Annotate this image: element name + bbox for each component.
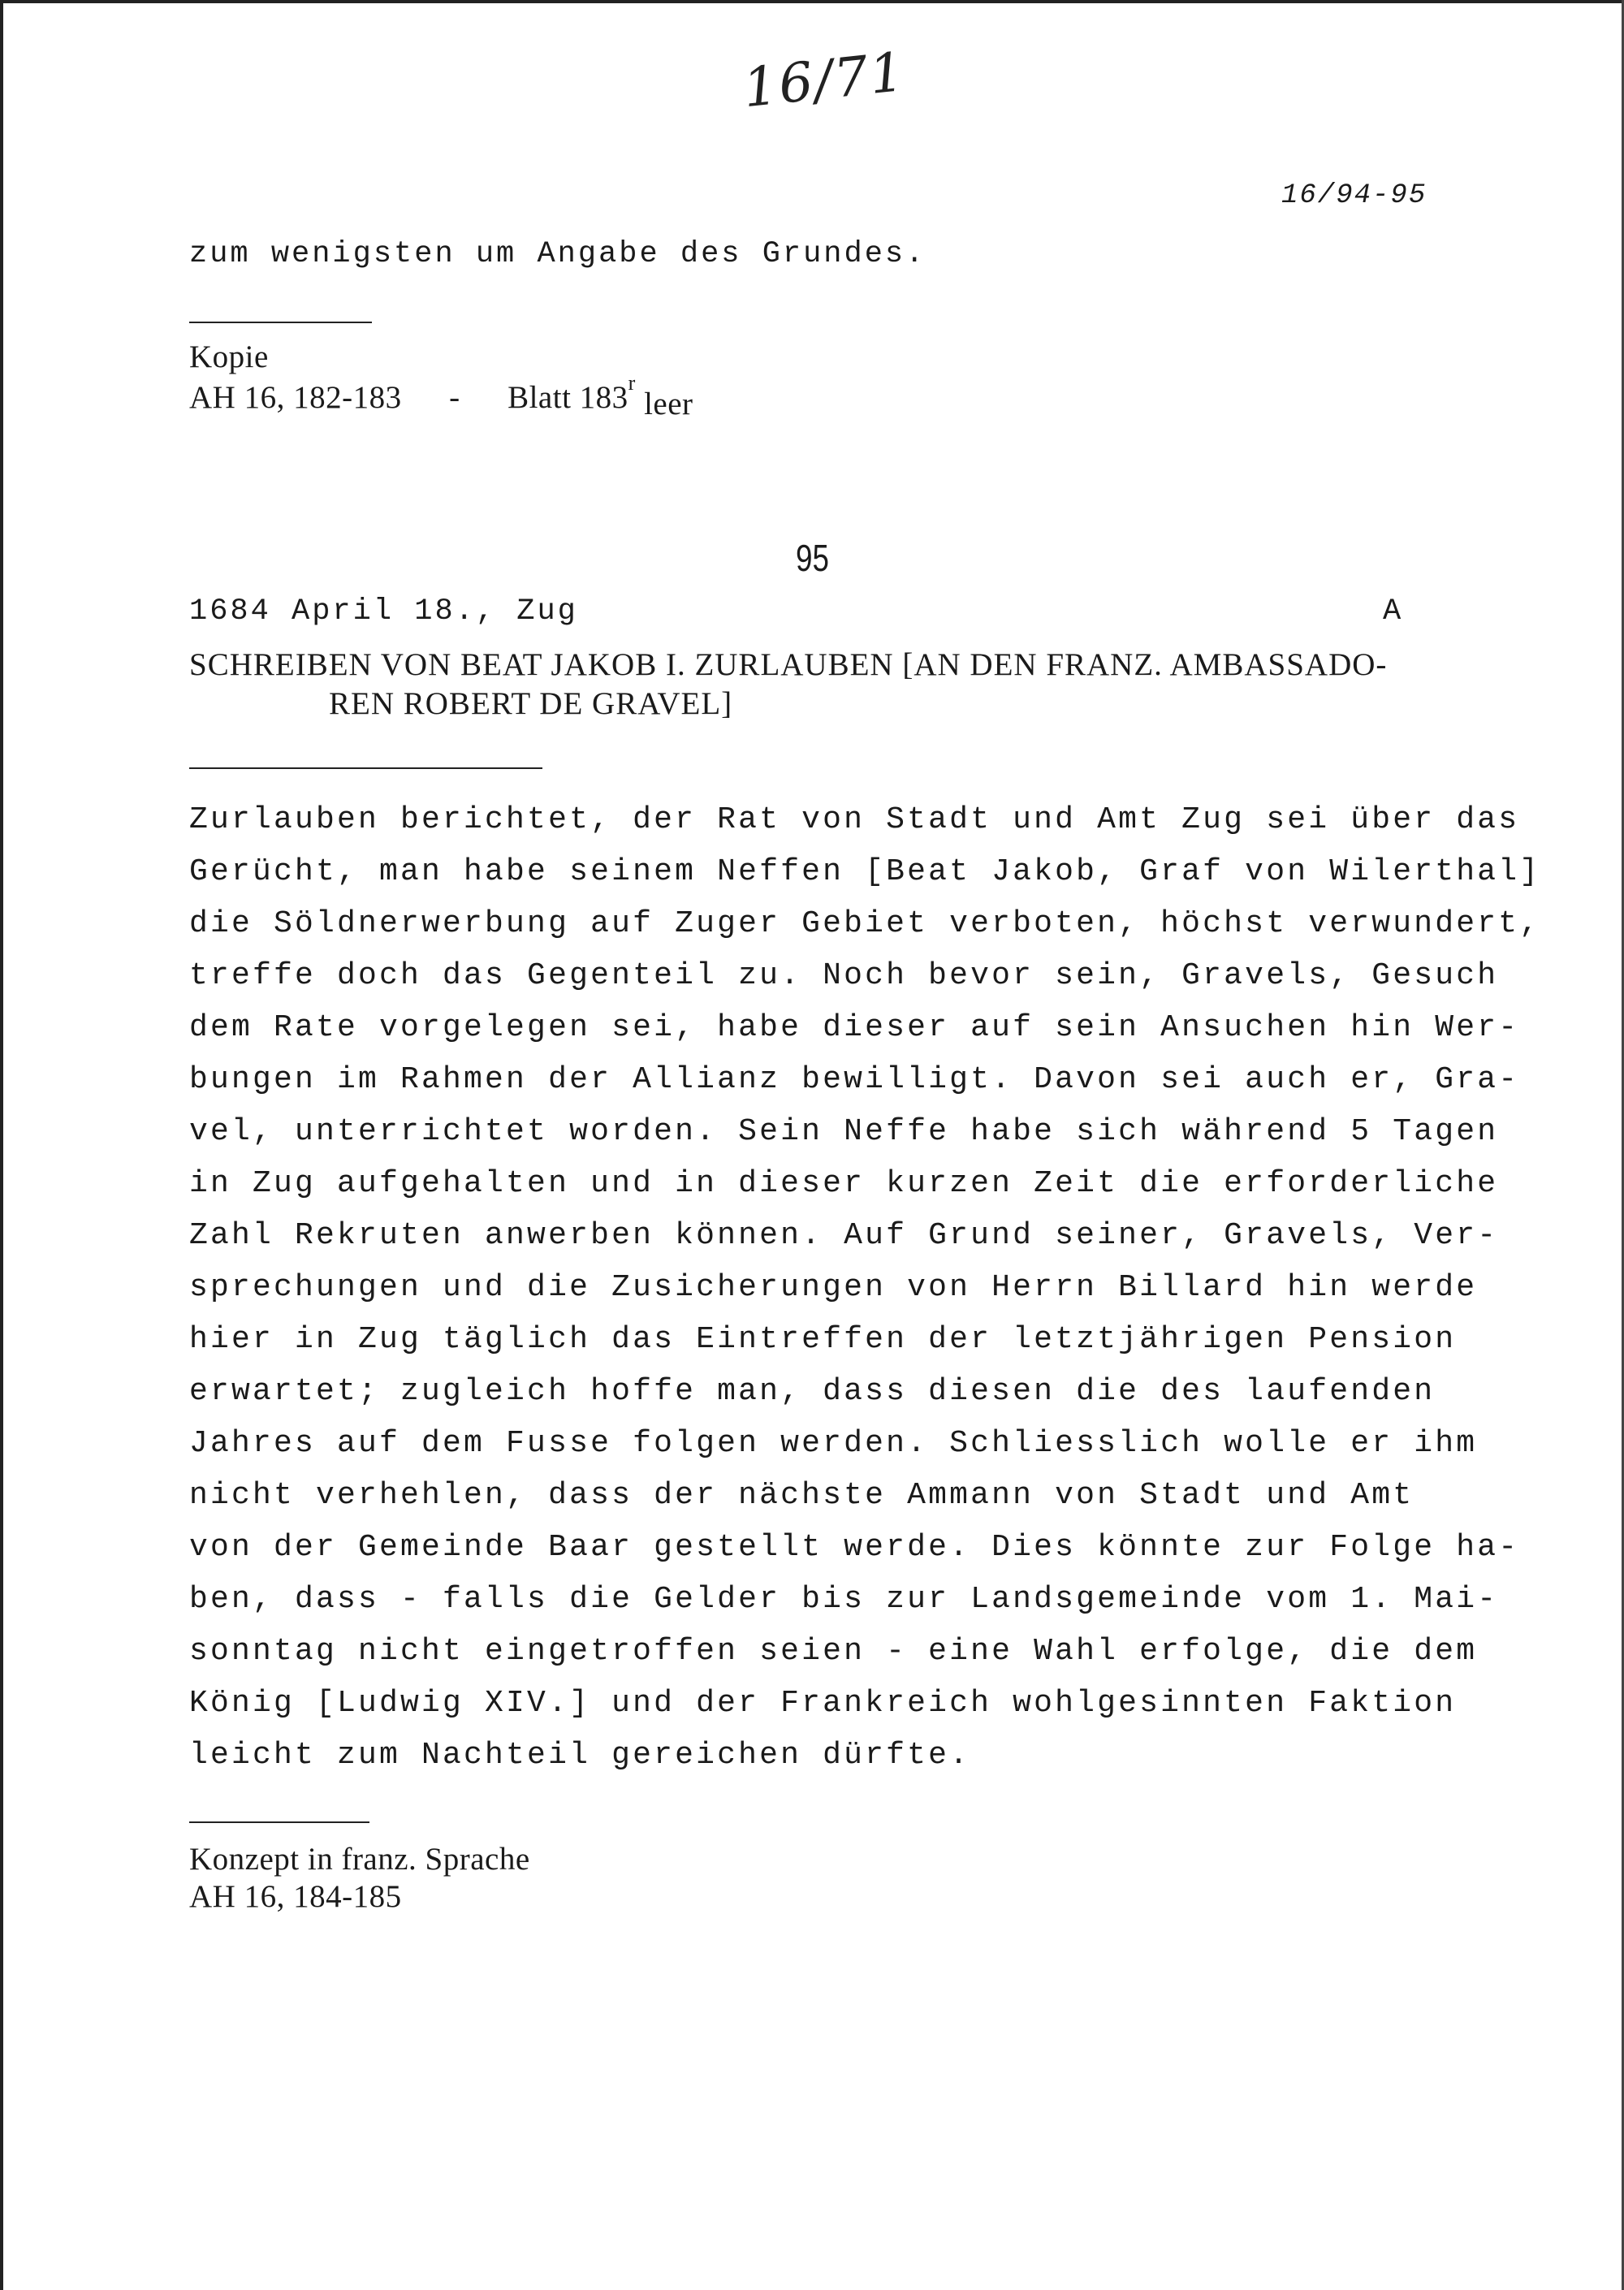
summary-line: von der Gemeinde Baar gestellt werde. Dies könnte zur Folge ha- [189,1530,1520,1565]
summary-line: in Zug aufgehalten und in dieser kurzen Zeit die erforderliche [189,1166,1499,1201]
separator-rule-3 [189,1821,369,1823]
summary-line: ben, dass - falls die Gelder bis zur Landsgemeinde vom 1. Mai- [189,1582,1499,1617]
summary-line: leicht zum Nachteil gereichen dürfte. [189,1738,971,1773]
scan-border-top [0,0,1624,3]
summary-line: hier in Zug täglich das Eintreffen der letztjährigen Pension [189,1322,1457,1357]
document-title-line-2: REN ROBERT DE GRAVEL] [329,686,733,721]
summary-line: Jahres auf dem Fusse folgen werden. Schliesslich wolle er ihm [189,1426,1478,1461]
previous-source-line [189,371,693,421]
document-source-type: Konzept in franz. Sprache [189,1842,530,1877]
document-letter: A [1383,594,1404,629]
document-number: 95 [796,537,829,579]
handwritten-page-mark: 16/71 [740,40,909,120]
previous-source-blatt: Blatt 183 [508,380,628,415]
summary-line: König [Ludwig XIV.] und der Frankreich wohlgesinnten Faktion [189,1686,1457,1721]
separator-rule-1 [189,322,372,323]
summary-line: sprechungen und die Zusicherungen von Herrn Billard hin werde [189,1270,1478,1305]
previous-source-dash: - [449,380,460,415]
separator-rule-2 [189,767,542,769]
summary-line: nicht verhehlen, dass der nächste Ammann von Stadt und Amt [189,1478,1415,1513]
summary-line: die Söldnerwerbung auf Zuger Gebiet verboten, höchst verwundert, [189,906,1541,941]
summary-line: bungen im Rahmen der Allianz bewilligt. Davon sei auch er, Gra- [189,1062,1520,1097]
document-date-place: 1684 April 18., Zug [189,594,578,629]
summary-line: Zahl Rekruten anwerben können. Auf Grund seiner, Gravels, Ver- [189,1218,1499,1253]
previous-document-closing-text: zum wenigsten um Angabe des Grundes. [189,237,926,271]
summary-line: dem Rate vorgelegen sei, habe dieser auf sein Ansuchen hin Wer- [189,1010,1520,1045]
previous-source-type: Kopie [189,339,269,374]
previous-source-ref: AH 16, 182-183 [189,380,402,415]
scan-border-left [0,0,3,2290]
document-source-ref: AH 16, 184-185 [189,1879,402,1914]
summary-line: erwartet; zugleich hoffe man, dass diesen die des laufenden [189,1374,1436,1409]
previous-source-blatt-suffix: leer [644,387,693,421]
document-title-line-1: SCHREIBEN VON BEAT JAKOB I. ZURLAUBEN [AN DEN FRANZ. AMBASSADO- [189,647,1388,682]
summary-line: sonntag nicht eingetroffen seien - eine Wahl erfolge, die dem [189,1634,1478,1669]
summary-line: Gerücht, man habe seinem Neffen [Beat Jakob, Graf von Wilerthal] [189,854,1541,889]
summary-line: Zurlauben berichtet, der Rat von Stadt und Amt Zug sei über das [189,802,1520,837]
previous-source-blatt-recto: r [628,371,636,395]
summary-line: vel, unterrichtet worden. Sein Neffe habe sich während 5 Tagen [189,1114,1499,1149]
summary-line: treffe doch das Gegenteil zu. Noch bevor sein, Gravels, Gesuch [189,958,1499,993]
folio-reference: 16/94-95 [1281,180,1427,211]
